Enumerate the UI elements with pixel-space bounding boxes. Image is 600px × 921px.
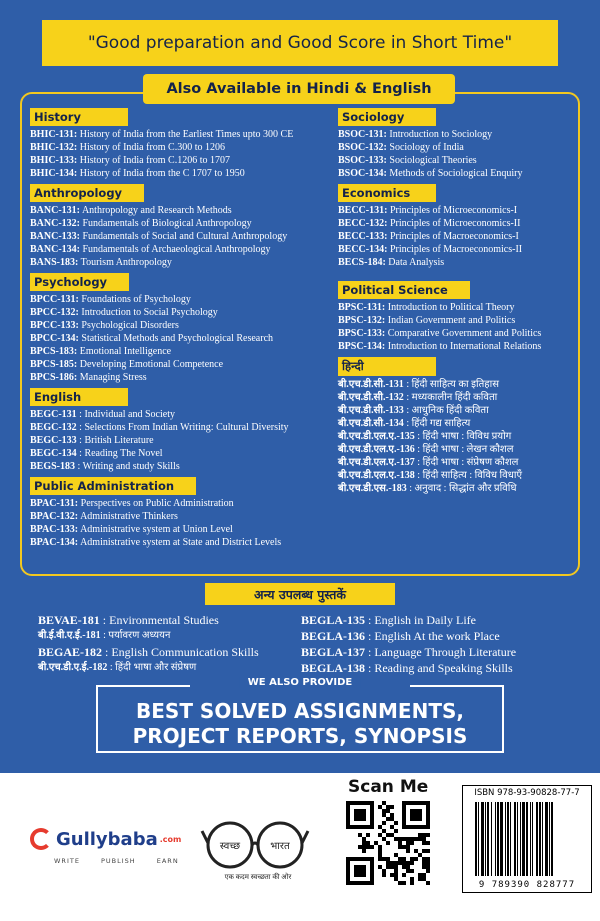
course-title: Methods of Sociological Enquiry: [386, 168, 523, 179]
course-code: BANC-133:: [30, 231, 80, 242]
course-code: BEGC-131: [30, 409, 77, 420]
course-title: Fundamentals of Archaeological Anthropology: [80, 244, 271, 255]
course-row: [338, 243, 588, 256]
book-code: BEGLA-138: [301, 661, 366, 675]
course-code: BANC-131:: [30, 205, 80, 216]
course-row: [30, 358, 335, 371]
course-row: [30, 371, 335, 384]
course-code: BPCC-132:: [30, 307, 79, 318]
section-left-0: [30, 108, 335, 180]
course-code: BECC-131:: [338, 205, 388, 216]
course-row: [338, 167, 588, 180]
course-title: : हिंदी गद्य साहित्य: [403, 418, 471, 429]
book-code: BEVAE-181: [38, 613, 100, 627]
logo-tagline: WRITE PUBLISH EARN: [54, 857, 179, 865]
course-code: BHIC-131:: [30, 129, 78, 140]
swachh-bharat-glasses-icon: [200, 813, 310, 873]
course-title: Principles of Macroeconomics-II: [387, 244, 523, 255]
course-row: [30, 421, 335, 434]
book-title: : Language Through Literature: [365, 645, 517, 659]
qr-code-icon[interactable]: [346, 801, 430, 885]
book-title: : English in Daily Life: [365, 613, 476, 627]
course-row: [30, 510, 335, 523]
course-code: BPAC-133:: [30, 524, 79, 535]
course-code: BECC-132:: [338, 218, 388, 229]
course-title: Fundamentals of Biological Anthropology: [80, 218, 252, 229]
course-row: [30, 332, 335, 345]
course-code: बी.एच.डी.एल.ए.-135: [338, 431, 415, 442]
course-row: [30, 434, 335, 447]
course-row: [338, 217, 588, 230]
course-title: Statistical Methods and Psychological Research: [78, 333, 274, 344]
other-book-row: [301, 660, 591, 676]
section-title: Political Science: [338, 281, 470, 299]
course-row: [30, 256, 335, 269]
course-code: BEGS-183: [30, 461, 76, 472]
course-title: Principles of Microeconomics-I: [387, 205, 518, 216]
book-title: : English At the work Place: [365, 629, 500, 643]
course-title: : Reading The Novel: [76, 448, 163, 459]
course-row: [338, 314, 588, 327]
course-code: BANS-183:: [30, 257, 79, 268]
other-book-row: [301, 628, 591, 644]
course-title: History of India from the Earliest Times upto 300 CE: [77, 129, 294, 140]
book-code: BEGAE-182: [38, 645, 103, 659]
course-row: [338, 456, 588, 469]
course-code: BPCS-186:: [30, 372, 78, 383]
course-title: Data Analysis: [385, 257, 445, 268]
scan-title: Scan Me: [348, 777, 429, 797]
course-code: BSOC-131:: [338, 129, 387, 140]
barcode-icon: [473, 802, 583, 876]
book-code: BEGLA-137: [301, 645, 366, 659]
course-code: बी.एच.डी.सी.-133: [338, 405, 404, 416]
course-code: बी.एच.डी.एल.ए.-136: [338, 444, 415, 455]
course-code: BSOC-134:: [338, 168, 387, 179]
course-code: बी.एच.डी.एल.ए.-137: [338, 457, 415, 468]
course-title: Sociology of India: [386, 142, 464, 153]
course-row: [30, 523, 335, 536]
course-title: Fundamentals of Social and Cultural Anthropology: [80, 231, 288, 242]
section-title: हिन्दी: [338, 357, 436, 376]
section-title: Anthropology: [30, 184, 144, 202]
swachh-tagline: एक कदम स्वच्छता की ओर: [224, 873, 292, 881]
course-row: [30, 128, 335, 141]
book-code: BEGLA-136: [301, 629, 366, 643]
section-right-3: [338, 357, 588, 495]
course-row: [338, 154, 588, 167]
course-code: BANC-134:: [30, 244, 80, 255]
book-title: : Environmental Studies: [99, 613, 219, 627]
course-code: बी.एच.डी.एल.ए.-138: [338, 470, 415, 481]
other-book-row: [38, 612, 298, 628]
section-title: Economics: [338, 184, 436, 202]
course-code: बी.एच.डी.सी.-132: [338, 392, 404, 403]
provide-line-1: BEST SOLVED ASSIGNMENTS,: [136, 699, 464, 723]
course-row: [338, 469, 588, 482]
book-title: : हिंदी भाषा और संप्रेषण: [107, 662, 197, 673]
course-code: बी.एच.डी.एस.-183: [338, 483, 407, 494]
course-code: BPSC-134:: [338, 341, 386, 352]
course-title: History of India from C.1206 to 1707: [77, 155, 230, 166]
course-code: BPSC-131:: [338, 302, 386, 313]
course-row: [338, 482, 588, 495]
other-book-row: [38, 644, 298, 660]
course-code: BSOC-133:: [338, 155, 387, 166]
left-column: [30, 108, 335, 553]
course-row: [338, 340, 588, 353]
course-row: [30, 306, 335, 319]
provide-label: WE ALSO PROVIDE: [240, 677, 361, 688]
course-title: : अनुवाद : सिद्धांत और प्रविधि: [406, 483, 517, 494]
section-right-2: [338, 281, 588, 353]
course-title: : British Literature: [76, 435, 154, 446]
course-row: [338, 417, 588, 430]
book-title: : English Communication Skills: [102, 645, 259, 659]
book-title: : पर्यावरण अध्ययन: [100, 630, 171, 641]
course-row: [30, 497, 335, 510]
course-title: : हिंदी भाषा : लेखन कौशल: [414, 444, 514, 455]
course-row: [30, 243, 335, 256]
course-row: [30, 293, 335, 306]
course-code: BECC-133:: [338, 231, 388, 242]
course-title: Indian Government and Politics: [385, 315, 516, 326]
course-title: Administrative system at State and District Levels: [78, 537, 282, 548]
course-title: Introduction to Sociology: [386, 129, 493, 140]
course-title: : हिंदी साहित्य का इतिहास: [403, 379, 499, 390]
logo-suffix: .com: [159, 834, 182, 844]
course-title: Emotional Intelligence: [77, 346, 172, 357]
section-left-4: [30, 477, 335, 549]
course-code: BECS-184:: [338, 257, 386, 268]
provide-text: [98, 699, 502, 749]
course-title: Tourism Anthropology: [78, 257, 172, 268]
book-code: बी.ई.वी.ए.ई.-181: [38, 630, 101, 641]
course-code: BPSC-132:: [338, 315, 386, 326]
available-title: Also Available in Hindi & English: [143, 74, 455, 104]
course-code: BEGC-132: [30, 422, 77, 433]
course-row: [338, 301, 588, 314]
course-code: BPCC-131:: [30, 294, 79, 305]
course-title: Principles of Macroeconomics-I: [387, 231, 519, 242]
course-row: [338, 230, 588, 243]
course-code: BPAC-131:: [30, 498, 79, 509]
section-left-3: [30, 388, 335, 473]
course-title: : Individual and Society: [76, 409, 175, 420]
course-row: [338, 443, 588, 456]
section-right-0: [338, 108, 588, 180]
course-code: BHIC-133:: [30, 155, 78, 166]
course-title: : Writing and study Skills: [75, 461, 180, 472]
course-row: [30, 154, 335, 167]
course-code: BPAC-132:: [30, 511, 79, 522]
swachh-word-1: स्वच्छ: [219, 841, 241, 852]
top-banner: "Good preparation and Good Score in Short Time": [42, 20, 558, 66]
course-row: [30, 167, 335, 180]
other-books-title: अन्य उपलब्ध पुस्तकें: [205, 583, 395, 605]
course-title: : हिंदी भाषा : विविध प्रयोग: [414, 431, 512, 442]
other-book-row: [301, 612, 591, 628]
gullybaba-logo: [30, 828, 181, 850]
section-title: History: [30, 108, 128, 126]
course-title: : Selections From Indian Writing: Cultural Diversity: [76, 422, 289, 433]
course-row: [30, 345, 335, 358]
course-code: BEGC-134: [30, 448, 77, 459]
course-row: [338, 327, 588, 340]
section-left-2: [30, 273, 335, 384]
other-book-row: [301, 644, 591, 660]
course-title: Managing Stress: [77, 372, 147, 383]
section-title: Public Administration: [30, 477, 196, 495]
logo-name: Gullybaba: [56, 828, 158, 850]
course-title: History of India from the C 1707 to 1950: [77, 168, 245, 179]
other-books-right: [301, 612, 591, 676]
section-right-1: [338, 184, 588, 269]
course-row: [30, 319, 335, 332]
bottom-strip: [0, 773, 600, 921]
course-title: : हिंदी साहित्य : विविध विधाएँ: [414, 470, 522, 481]
course-code: BPAC-134:: [30, 537, 79, 548]
barcode-number: 9 789390 828777: [478, 880, 576, 890]
course-row: [338, 378, 588, 391]
swachh-word-2: भारत: [270, 841, 290, 852]
course-title: Introduction to International Relations: [385, 341, 542, 352]
course-code: BPCC-133:: [30, 320, 79, 331]
course-title: History of India from C.300 to 1206: [77, 142, 225, 153]
course-row: [30, 204, 335, 217]
course-title: Psychological Disorders: [78, 320, 179, 331]
book-code: BEGLA-135: [301, 613, 366, 627]
section-left-1: [30, 184, 335, 269]
course-row: [338, 141, 588, 154]
course-row: [30, 230, 335, 243]
course-code: BHIC-134:: [30, 168, 78, 179]
right-column: [338, 108, 588, 499]
course-title: Administrative Thinkers: [78, 511, 178, 522]
course-row: [338, 404, 588, 417]
course-title: : आधुनिक हिंदी कविता: [403, 405, 489, 416]
course-title: Anthropology and Research Methods: [80, 205, 232, 216]
course-title: Administrative system at Union Level: [78, 524, 233, 535]
course-row: [30, 536, 335, 549]
logo-g-icon: [30, 828, 52, 850]
provide-box: [96, 677, 504, 753]
course-code: BPSC-133:: [338, 328, 386, 339]
course-row: [338, 391, 588, 404]
course-code: BPCC-134:: [30, 333, 79, 344]
course-code: बी.एच.डी.सी.-131: [338, 379, 404, 390]
course-title: Principles of Microeconomics-II: [387, 218, 521, 229]
course-code: BECC-134:: [338, 244, 388, 255]
other-book-row: [38, 660, 298, 676]
course-title: Introduction to Political Theory: [385, 302, 515, 313]
course-title: : हिंदी भाषा : संप्रेषण कौशल: [414, 457, 519, 468]
course-row: [30, 408, 335, 421]
course-code: BEGC-133: [30, 435, 77, 446]
course-row: [338, 204, 588, 217]
other-books-left: [38, 612, 298, 676]
section-title: Sociology: [338, 108, 436, 126]
book-code: बी.एच.डी.ए.ई.-182: [38, 662, 108, 673]
course-code: BHIC-132:: [30, 142, 78, 153]
provide-line-2: PROJECT REPORTS, SYNOPSIS: [132, 724, 468, 748]
section-title: English: [30, 388, 128, 406]
provide-border-right: [410, 685, 502, 687]
course-row: [30, 447, 335, 460]
course-row: [338, 430, 588, 443]
course-title: : मध्यकालीन हिंदी कविता: [403, 392, 498, 403]
course-title: Developing Emotional Competence: [77, 359, 224, 370]
course-row: [30, 141, 335, 154]
course-code: BSOC-132:: [338, 142, 387, 153]
provide-border-left: [98, 685, 190, 687]
isbn-barcode: [462, 785, 592, 893]
course-row: [30, 460, 335, 473]
book-title: : Reading and Speaking Skills: [365, 661, 513, 675]
course-title: Comparative Government and Politics: [385, 328, 542, 339]
course-code: BPCS-185:: [30, 359, 78, 370]
section-title: Psychology: [30, 273, 129, 291]
course-title: Sociological Theories: [386, 155, 477, 166]
course-code: बी.एच.डी.सी.-134: [338, 418, 404, 429]
course-row: [338, 256, 588, 269]
course-row: [338, 128, 588, 141]
course-title: Foundations of Psychology: [78, 294, 191, 305]
other-book-row: [38, 628, 298, 644]
course-row: [30, 217, 335, 230]
isbn-text: ISBN 978-93-90828-77-7: [474, 788, 580, 798]
course-code: BPCS-183:: [30, 346, 78, 357]
course-code: BANC-132:: [30, 218, 80, 229]
course-title: Introduction to Social Psychology: [78, 307, 218, 318]
course-title: Perspectives on Public Administration: [78, 498, 234, 509]
